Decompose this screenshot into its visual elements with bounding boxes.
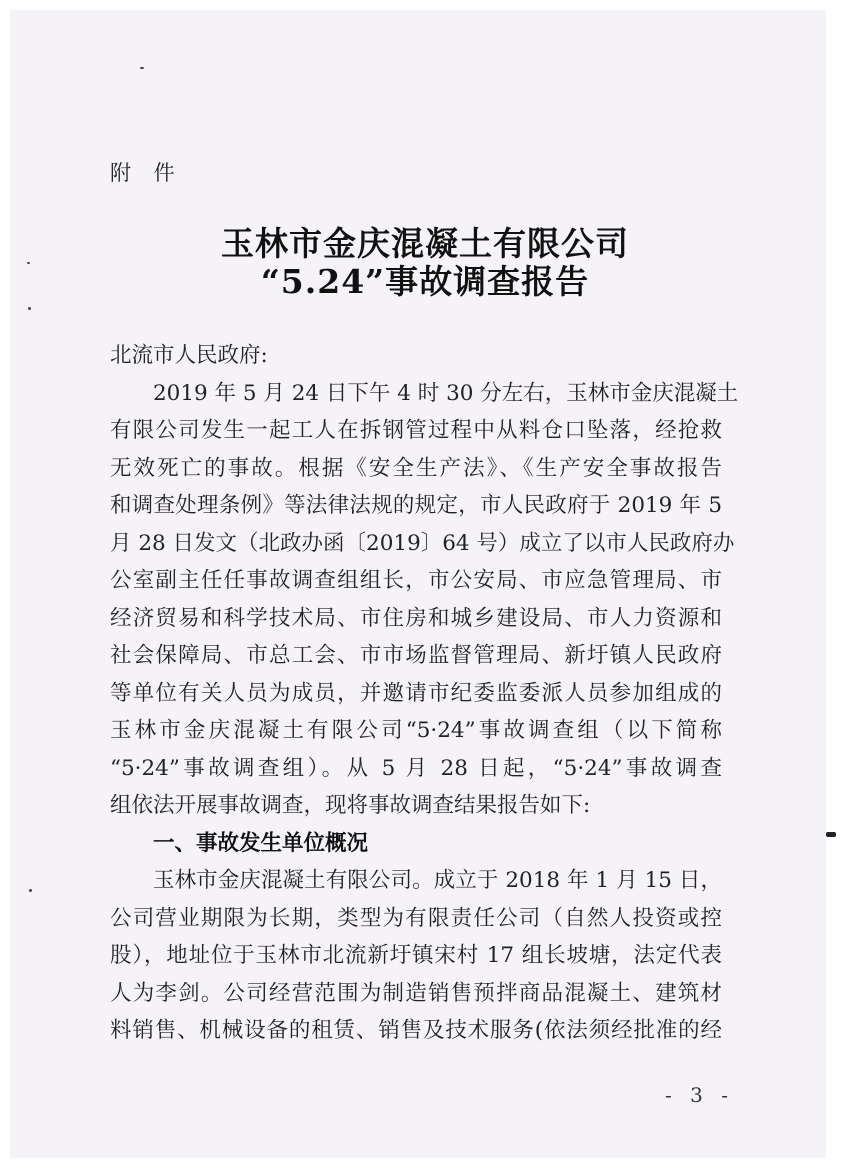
attachment-label: 附 件 xyxy=(110,161,183,185)
report-body xyxy=(110,337,739,1050)
paragraph-line: 组依法开展事故调查，现将事故调查结果报告如下: xyxy=(110,793,591,818)
paragraph-line: 月 28 日发文（北政办函〔2019〕64 号）成立了以市人民政府办 xyxy=(110,530,735,556)
paragraph-line: 人为李剑。公司经营范围为制造销售预拌商品混凝土、建筑材 xyxy=(110,980,722,1006)
report-title-line2: “5.24”事故调查报告 xyxy=(260,262,590,301)
paragraph-line: 无效死亡的事故。根据《安全生产法》、《生产安全事故报告 xyxy=(110,455,722,481)
paragraph-line: 玉林市金庆混凝土有限公司“5·24”事故调查组（以下简称 xyxy=(110,718,722,743)
scan-speck xyxy=(29,889,32,892)
paragraph-line: 和调查处理条例》等法律法规的规定，市人民政府于 2019 年 5 xyxy=(110,493,722,518)
paragraph-line: 公室副主任任事故调查组组长，市公安局、市应急管理局、市 xyxy=(110,568,722,593)
section-heading: 一、事故发生单位概况 xyxy=(153,830,369,856)
paragraph-line: 社会保障局、市总工会、市市场监督管理局、新圩镇人民政府 xyxy=(110,643,722,668)
paragraph-line: 等单位有关人员为成员，并邀请市纪委监委派人员参加组成的 xyxy=(110,680,722,706)
paragraph-line: 有限公司发生一起工人在拆钢管过程中从料仓口坠落，经抢救 xyxy=(110,418,722,443)
paragraph-line: 经济贸易和科学技术局、市住房和城乡建设局、市人力资源和 xyxy=(110,605,722,631)
paragraph-line: 2019 年 5 月 24 日下午 4 时 30 分左右，玉林市金庆混凝土 xyxy=(153,380,739,406)
report-title-line1: 玉林市金庆混凝土有限公司 xyxy=(221,224,629,263)
paragraph-line: 玉林市金庆混凝土有限公司。成立于 2018 年 1 月 15 日， xyxy=(153,868,722,893)
paragraph-line: “5·24”事故调查组）。从 5 月 28 日起，“5·24”事故调查 xyxy=(110,755,722,781)
paragraph-line: 料销售、机械设备的租赁、销售及技术服务(依法须经批准的经 xyxy=(110,1018,722,1043)
page-number: - 3 - xyxy=(665,1083,734,1107)
scan-speck xyxy=(28,307,31,310)
scan-mark xyxy=(826,832,836,837)
paragraph-line: 公司营业期限为长期，类型为有限责任公司（自然人投资或控 xyxy=(110,905,722,931)
scan-speck xyxy=(140,67,144,69)
addressee: 北流市人民政府: xyxy=(110,343,268,368)
paragraph-line: 股），地址位于玉林市北流新圩镇宋村 17 组长坡塘，法定代表 xyxy=(110,943,722,968)
